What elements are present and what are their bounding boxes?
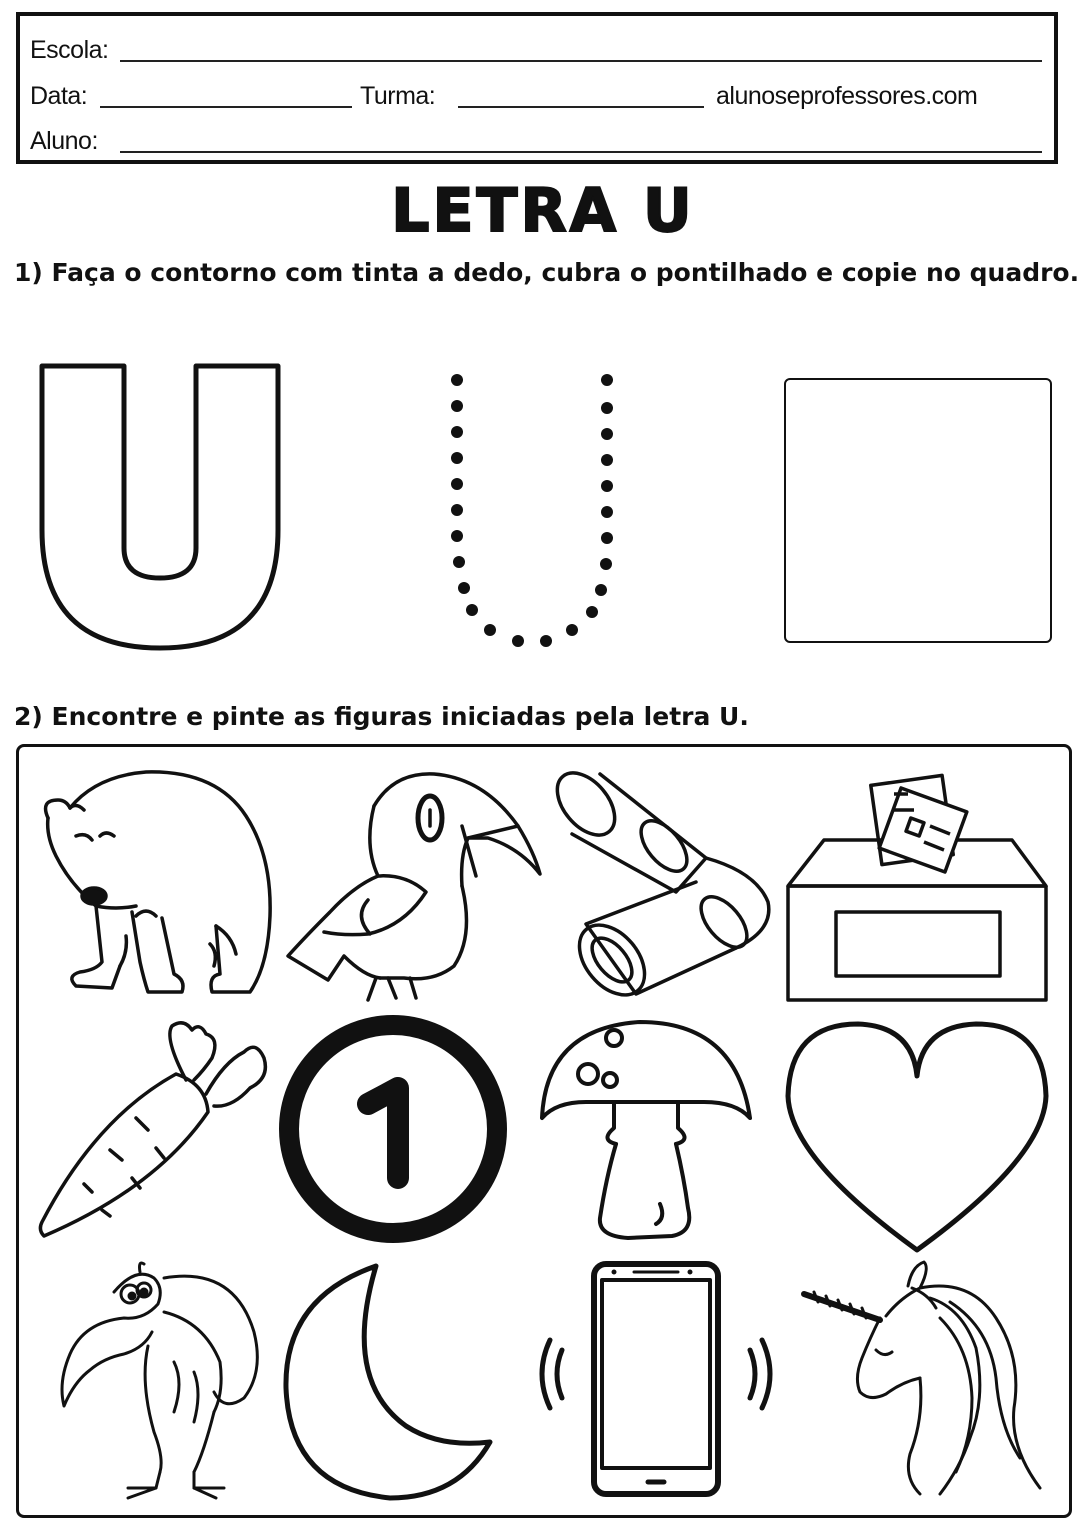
moon-icon[interactable] [280, 1262, 500, 1502]
exercise2-instruction: 2) Encontre e pinte as figuras iniciadas pela letra U. [14, 702, 749, 731]
pipe-icon[interactable] [556, 762, 776, 1002]
heart-icon[interactable] [782, 1018, 1052, 1254]
page-title: LETRA U [391, 176, 695, 246]
number-one-icon[interactable] [276, 1012, 510, 1246]
carrot-icon[interactable] [36, 1018, 266, 1248]
unicorn-icon[interactable] [800, 1258, 1052, 1498]
bear-icon[interactable] [36, 766, 276, 1006]
copy-box[interactable] [784, 378, 1052, 643]
ballot-box-icon[interactable] [784, 766, 1054, 1006]
class-label: Turma: [360, 82, 436, 110]
student-label: Aluno: [30, 127, 98, 155]
mushroom-icon[interactable] [536, 1018, 756, 1248]
smartphone-icon[interactable] [530, 1260, 780, 1500]
website-text: alunoseprofessores.com [716, 82, 978, 110]
school-label: Escola: [30, 36, 109, 64]
toucan-icon[interactable] [284, 766, 544, 1006]
date-label: Data: [30, 82, 88, 110]
exercise1-instruction: 1) Faça o contorno com tinta a dedo, cubra o pontilhado e copie no quadro. [14, 258, 1080, 287]
vulture-icon[interactable] [44, 1262, 274, 1502]
